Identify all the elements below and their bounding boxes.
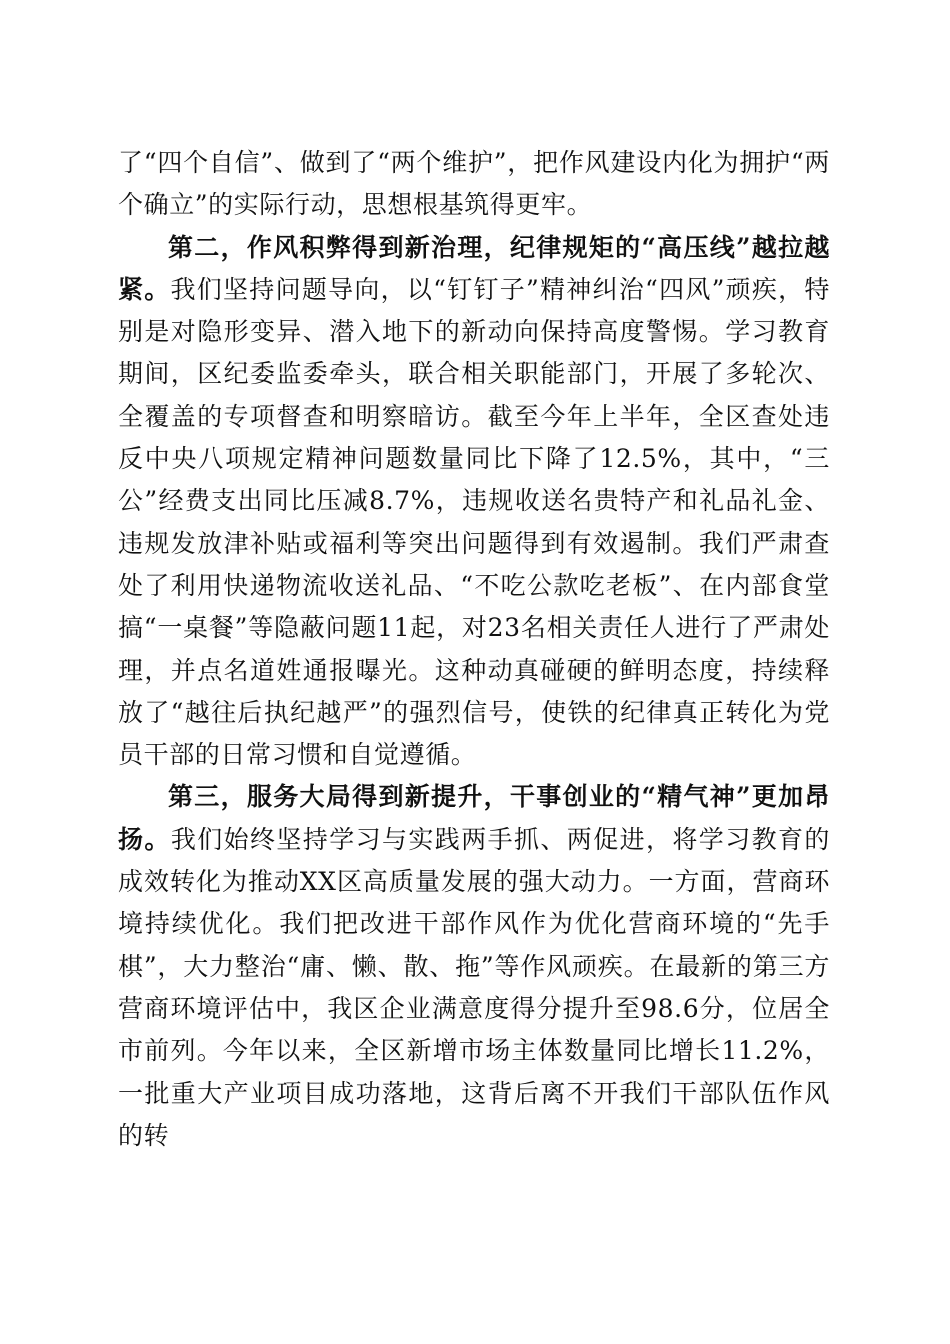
paragraph-1	[118, 142, 830, 227]
paragraph-3	[118, 776, 830, 1157]
document-body	[118, 142, 830, 1157]
paragraph-1-text: 了“四个自信”、做到了“两个维护”，把作风建设内化为拥护“两个确立”的实际行动，思想根基筑得更牢。	[118, 148, 830, 220]
paragraph-2-text: 我们坚持问题导向，以“钉钉子”精神纠治“四风”顽疾，特别是对隐形变异、潜入地下的新动向保持高度警惕。学习教育期间，区纪委监委牵头，联合相关职能部门，开展了多轮次、全覆盖的专项督查和明察暗访。截至今年上半年，全区查处违反中央八项规定精神问题数量同比下降了12.5%，其中，“三公”经费支出同比压减8.7%，违规收送名贵特产和礼品礼金、违规发放津补贴或福利等突出问题得到有效遏制。我们严肃查处了利用快递物流收送礼品、“不吃公款吃老板”、在内部食堂搞“一桌餐”等隐蔽问题11起，对23名相关责任人进行了严肃处理，并点名道姓通报曝光。这种动真碰硬的鲜明态度，持续释放了“越往后执纪越严”的强烈信号，使铁的纪律真正转化为党员干部的日常习惯和自觉遵循。	[118, 274, 831, 770]
paragraph-2	[118, 227, 830, 777]
paragraph-3-heading: 第三，服务大局得到新提升，干事创业的“精气神”更加昂扬。	[118, 782, 830, 854]
paragraph-3-text: 我们始终坚持学习与实践两手抓、两促进，将学习教育的成效转化为推动XX区高质量发展的强大动力。一方面，营商环境持续优化。我们把改进干部作风作为优化营商环境的“先手棋”，大力整治“庸、懒、散、拖”等作风顽疾。在最新的第三方营商环境评估中，我区企业满意度得分提升至98.6分，位居全市前列。今年以来，全区新增市场主体数量同比增长11.2%，一批重大产业项目成功落地，这背后离不开我们干部队伍作风的转	[118, 824, 830, 1150]
paragraph-2-heading: 第二，作风积弊得到新治理，纪律规矩的“高压线”越拉越紧。	[118, 232, 830, 304]
